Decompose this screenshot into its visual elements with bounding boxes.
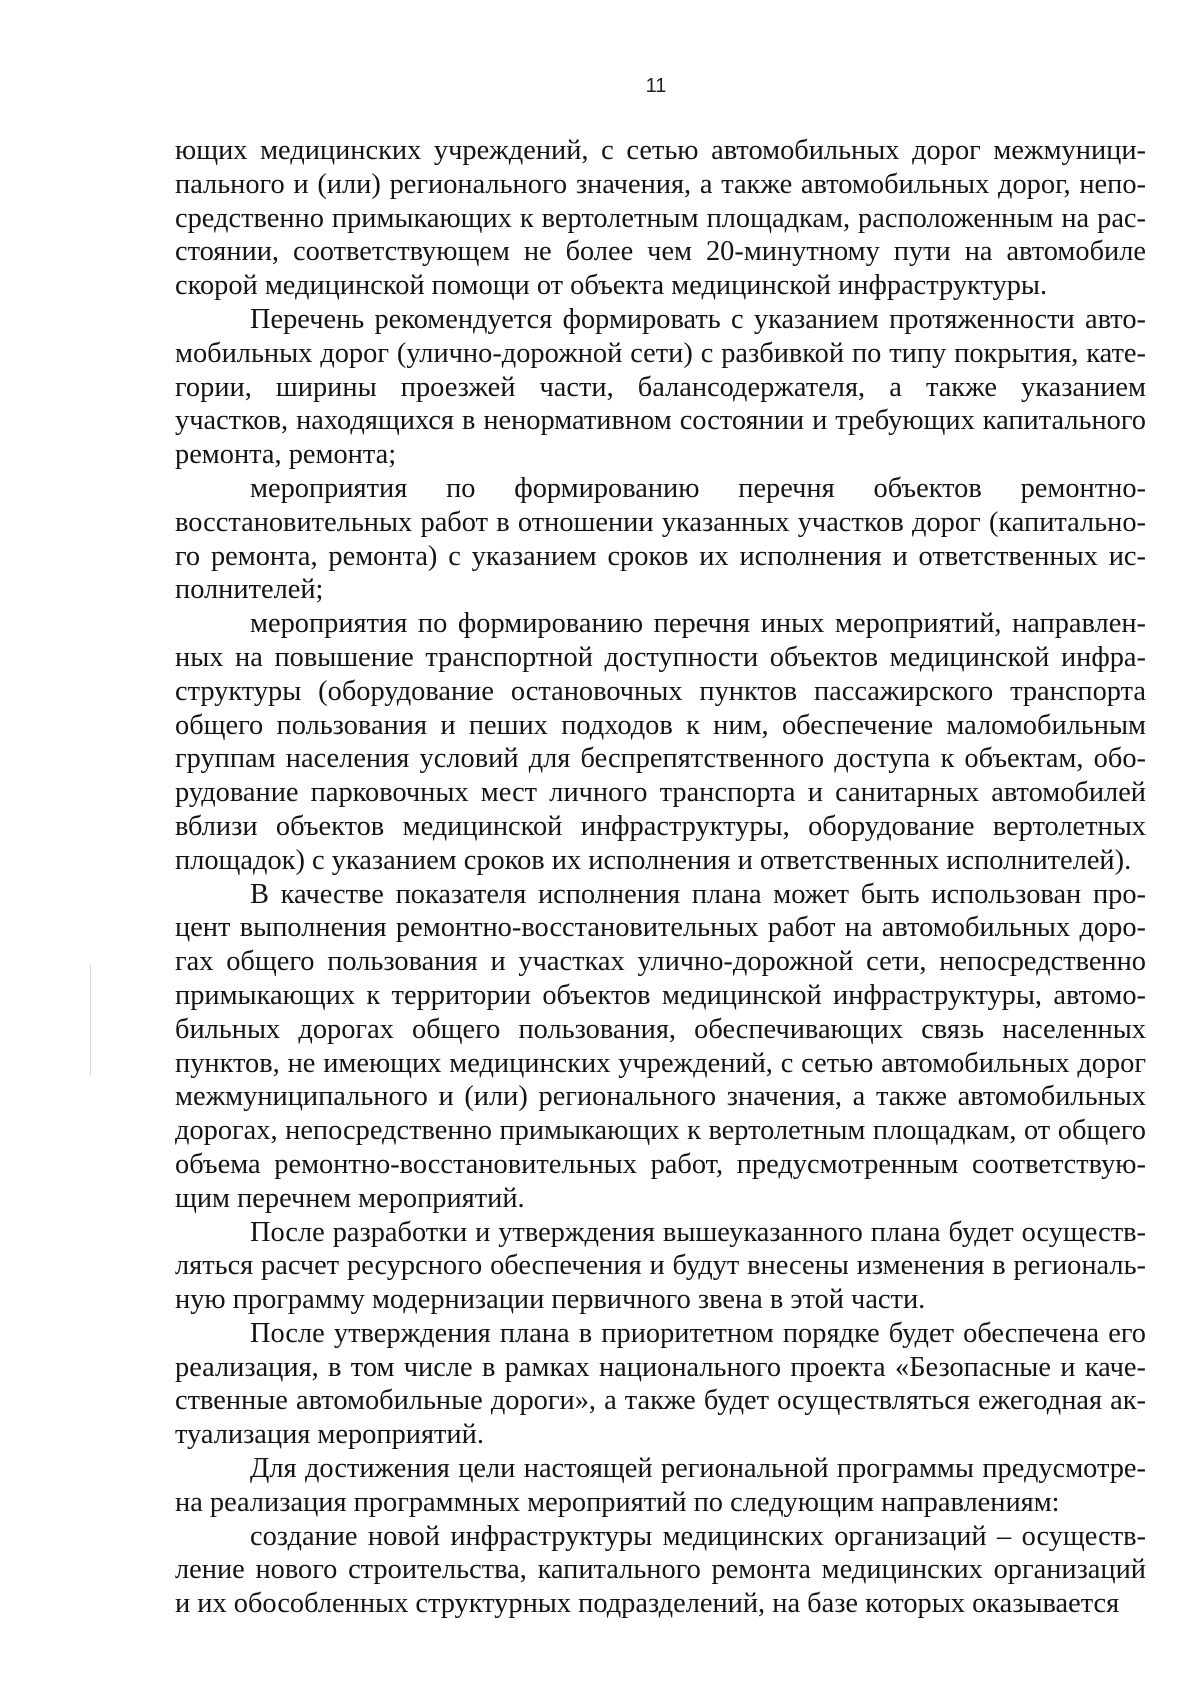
paragraph-7: После утверждения плана в приоритетном порядке будет обеспечена его реализация, в том числе в рамках национального проекта «Безопасные и качественные автомобильные дороги», а также будет осуществляться ежегодная актуализация мероприятий. xyxy=(175,1317,1146,1451)
paragraph-1: ющих медицинских учреждений, с сетью автомобильных дорог межмуниципального и (или) регионального значения, а также автомобильных дорог, непосредственно примыкающих к вертолетным площадкам, расположенным на расстоянии, соответствующем не более чем 20-минутному пути на автомобиле скорой медицинской помощи от объекта медицинской инфраструктуры. xyxy=(175,135,1146,302)
paragraph-9: создание новой инфраструктуры медицинских организаций – осуществление нового строительства, капитального ремонта медицинских организаций и их обособленных структурных подразделений, на базе которых оказывается xyxy=(175,1520,1146,1620)
paragraph-3: мероприятия по формированию перечня объектов ремонтно-восстановительных работ в отношении указанных участков дорог (капитального ремонта, ремонта) с указанием сроков их исполнения и ответственных исполнителей; xyxy=(175,472,1146,606)
paragraph-8: Для достижения цели настоящей региональной программы предусмотрена реализация программных мероприятий по следующим направлениям: xyxy=(175,1453,1146,1518)
scan-artifact-line xyxy=(90,965,91,1075)
paragraph-4: мероприятия по формированию перечня иных мероприятий, направленных на повышение транспортной доступности объектов медицинской инфраструктуры (оборудование остановочных пунктов пассажирского транспорта общего пользования и пеших подходов к ним, обеспечение маломобильным группам населения условий для беспрепятственного доступа к объектам, оборудование парковочных мест личного транспорта и санитарных автомобилей вблизи объектов медицинской инфраструктуры, оборудование вертолетных площадок) с указанием сроков их исполнения и ответственных исполнителей). xyxy=(175,608,1146,876)
body-text xyxy=(175,134,1146,1621)
paragraph-6: После разработки и утверждения вышеуказанного плана будет осуществляться расчет ресурсного обеспечения и будут внесены изменения в региональную программу модернизации первичного звена в этой части. xyxy=(175,1216,1146,1316)
paragraph-2: Перечень рекомендуется формировать с указанием протяженности автомобильных дорог (улично-дорожной сети) с разбивкой по типу покрытия, категории, ширины проезжей части, балансодержателя, а также указанием участков, находящихся в ненормативном состоянии и требующих капитального ремонта, ремонта; xyxy=(175,303,1146,471)
page-number: 11 xyxy=(645,75,667,97)
paragraph-5: В качестве показателя исполнения плана может быть использован процент выполнения ремонтно-восстановительных работ на автомобильных дорогах общего пользования и участках улично-дорожной сети, непосредственно примыкающих к территории объектов медицинской инфраструктуры, автомобильных дорогах общего пользования, обеспечивающих связь населенных пунктов, не имеющих медицинских учреждений, с сетью автомобильных дорог межмуниципального и (или) регионального значения, а также автомобильных дорогах, непосредственно примыкающих к вертолетным площадкам, от общего объема ремонтно-восстановительных работ, предусмотренным соответствующим перечнем мероприятий. xyxy=(175,878,1146,1214)
